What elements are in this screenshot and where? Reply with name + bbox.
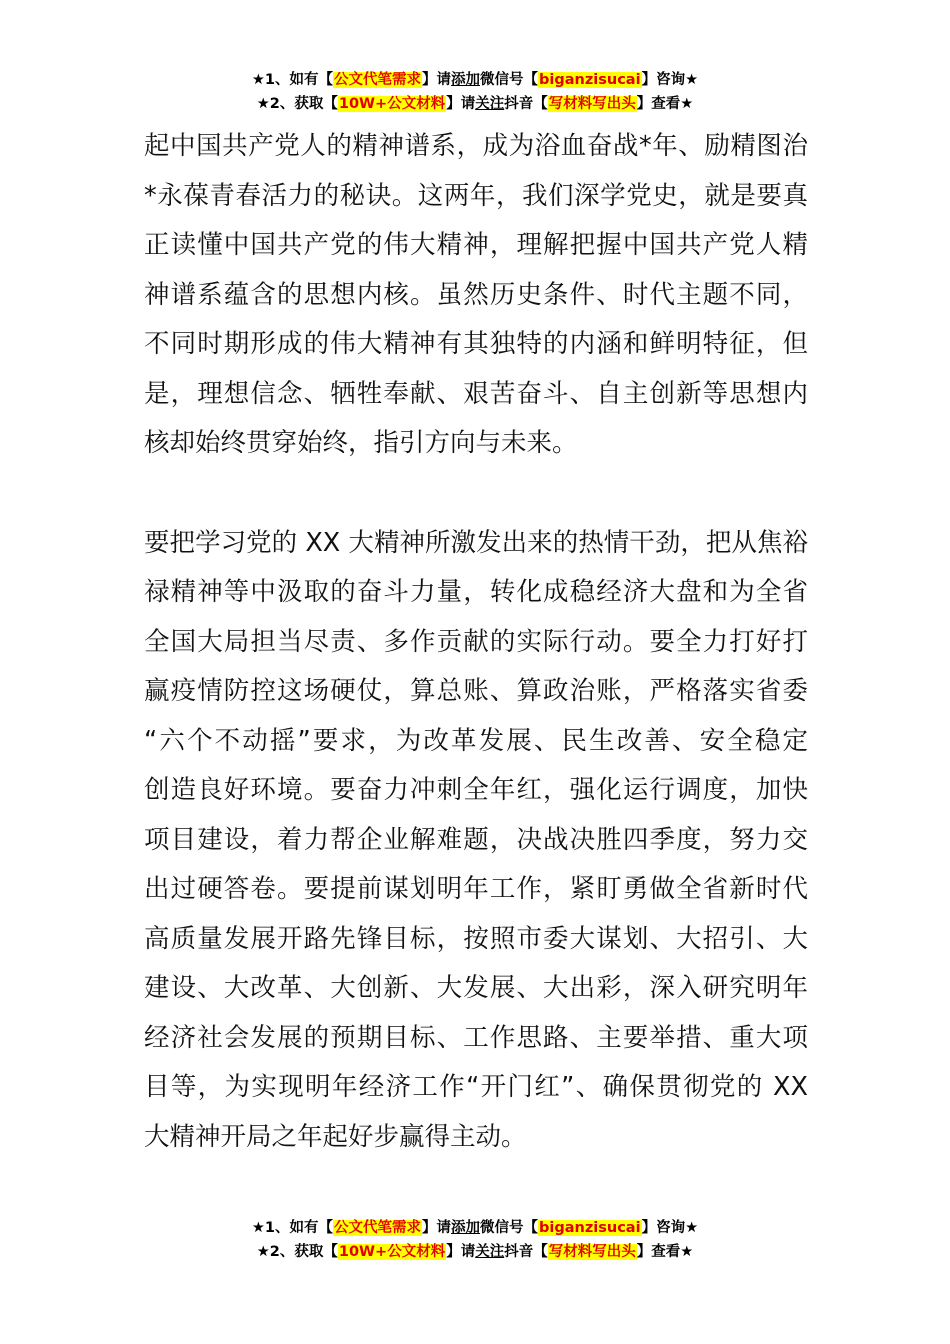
text-line: 大精神开局之年起好步赢得主动。	[144, 1121, 527, 1152]
text-line: 核却始终贯穿始终，指引方向与未来。	[144, 428, 578, 458]
wechat-id-highlight: biganzisucai	[539, 72, 641, 88]
text-line: 高质量发展开路先锋目标，按照市委大谋划、大招引、大	[144, 923, 808, 954]
banner-text: ★1、如有【	[251, 72, 334, 88]
paragraph-2	[144, 519, 808, 1163]
footer-banner	[0, 1216, 950, 1264]
text-line: 全国大局担当尽责、多作贡献的实际行动。要全力打好打	[144, 626, 808, 657]
text-line: 起中国共产党人的精神谱系，成为浴血奋战*年、励精图治	[144, 131, 808, 161]
document-body	[144, 122, 808, 1162]
douyin-id-highlight: 写材料写出头	[548, 96, 636, 112]
wechat-id-highlight: biganzisucai	[539, 1220, 641, 1236]
text-line: 项目建设，着力帮企业解难题，决战决胜四季度，努力交	[144, 824, 808, 855]
paragraph-1	[144, 122, 808, 469]
text-line: 神谱系蕴含的思想内核。虽然历史条件、时代主题不同，	[144, 279, 808, 310]
text-line: 不同时期形成的伟大精神有其独特的内涵和鲜明特征，但	[144, 329, 808, 359]
text-line: “六个不动摇”要求，为改革发展、民生改善、安全稳定	[144, 725, 808, 756]
text-line: 出过硬答卷。要提前谋划明年工作，紧盯勇做全省新时代	[144, 874, 808, 904]
banner-text: 】请	[446, 1244, 476, 1260]
banner-text: 】咨询★	[641, 72, 699, 88]
banner-text: 】咨询★	[641, 1220, 699, 1236]
banner-text: 】请	[422, 1220, 452, 1236]
banner-underlined: 添加	[451, 1220, 481, 1236]
douyin-id-highlight: 写材料写出头	[548, 1244, 636, 1260]
banner-text: 】请	[446, 96, 476, 112]
banner-text: 微信号【	[480, 72, 539, 88]
text-line: 目等，为实现明年经济工作“开门红”、确保贯彻党的 XX	[144, 1072, 808, 1102]
banner-text: 微信号【	[480, 1220, 539, 1236]
text-line: 经济社会发展的预期目标、工作思路、主要举措、重大项	[144, 1022, 808, 1053]
text-line: 禄精神等中汲取的奋斗力量，转化成稳经济大盘和为全省	[144, 577, 808, 607]
banner-text: 抖音【	[504, 96, 548, 112]
banner-highlight: 10W+公文材料	[338, 1244, 446, 1260]
banner-text: ★2、获取【	[256, 1244, 338, 1260]
header-banner	[0, 68, 950, 116]
text-line: 建设、大改革、大创新、大发展、大出彩，深入研究明年	[144, 973, 808, 1003]
text-line: 创造良好环境。要奋力冲刺全年红，强化运行调度，加快	[144, 775, 808, 805]
text-line: 赢疫情防控这场硬仗，算总账、算政治账，严格落实省委	[144, 676, 808, 706]
paragraph-gap	[144, 469, 808, 519]
banner-highlight: 公文代笔需求	[334, 72, 422, 88]
text-line: 是，理想信念、牺牲奉献、艰苦奋斗、自主创新等思想内	[144, 378, 808, 409]
banner-line-2	[0, 1240, 950, 1264]
text-line: 正读懂中国共产党的伟大精神，理解把握中国共产党人精	[144, 230, 808, 260]
banner-text: ★1、如有【	[251, 1220, 334, 1236]
banner-underlined: 添加	[451, 72, 481, 88]
banner-text: 】查看★	[636, 1244, 694, 1260]
banner-line-2	[0, 92, 950, 116]
banner-line-1	[0, 1216, 950, 1240]
banner-text: ★2、获取【	[256, 96, 338, 112]
banner-text: 】查看★	[636, 96, 694, 112]
text-line: *永葆青春活力的秘诀。这两年，我们深学党史，就是要真	[144, 180, 808, 211]
banner-highlight: 公文代笔需求	[334, 1220, 422, 1236]
banner-text: 】请	[422, 72, 452, 88]
text-line: 要把学习党的 XX 大精神所激发出来的热情干劲，把从焦裕	[144, 527, 808, 558]
banner-text: 抖音【	[504, 1244, 548, 1260]
banner-line-1	[0, 68, 950, 92]
banner-underlined: 关注	[475, 1244, 505, 1260]
banner-underlined: 关注	[475, 96, 505, 112]
banner-highlight: 10W+公文材料	[338, 96, 446, 112]
